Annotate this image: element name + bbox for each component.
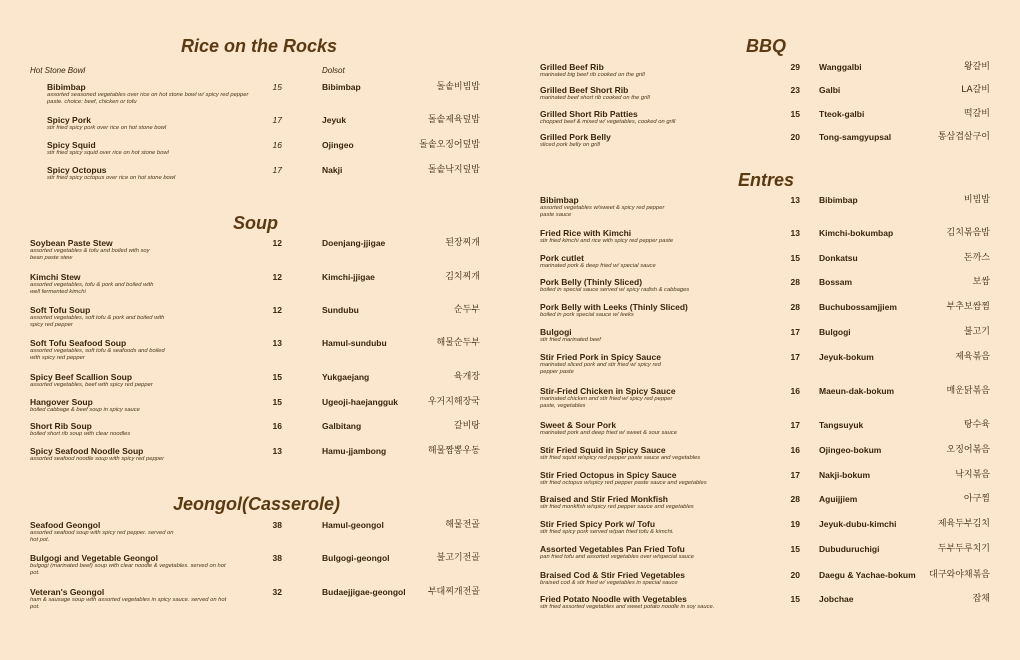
item-roman: Daegu & Yachae-bokum	[819, 570, 916, 580]
item-name: Pork cutlet	[540, 253, 584, 263]
menu-item	[540, 544, 780, 561]
item-price: 20	[790, 132, 800, 142]
item-desc: stir fried assorted vegetables and sweet potato noodle in soy sauce.	[540, 604, 715, 610]
item-korean: 우거지해장국	[427, 397, 480, 407]
item-desc: assorted vegetables, soft tofu & pork and boiled with spicy red pepper	[30, 315, 165, 328]
item-name: Soft Tofu Seafood Soup	[30, 338, 127, 348]
item-roman: Bibimbap	[819, 195, 858, 205]
item-korean: 된장찌개	[445, 238, 480, 248]
item-desc: boiled in pork special sauce w/ leeks	[540, 312, 634, 318]
menu-item	[30, 397, 250, 414]
item-price: 17	[272, 115, 282, 125]
item-name: Grilled Beef Rib	[540, 62, 604, 72]
item-name: Bulgogi and Vegetable Geongol	[30, 553, 158, 563]
item-desc: boiled cabbage & beef soup in spicy sauce	[30, 407, 140, 413]
item-name: Grilled Short Rib Patties	[540, 109, 638, 119]
item-roman: Galbi	[819, 85, 841, 95]
item-roman: Buchubossamjjiem	[819, 302, 897, 312]
menu-item	[540, 470, 780, 487]
item-price: 16	[272, 421, 282, 431]
menu-item	[540, 445, 780, 462]
item-korean: 순두부	[453, 305, 480, 315]
item-roman: Tong-samgyupsal	[819, 132, 892, 142]
item-name: Stir Fried Spicy Pork w/ Tofu	[540, 519, 656, 529]
menu-item	[47, 165, 257, 182]
item-korean: 돌솥제육덮밥	[427, 115, 480, 125]
item-name: Fried Rice with Kimchi	[540, 228, 632, 238]
item-korean: 해물순두부	[436, 338, 480, 348]
menu-item	[540, 302, 780, 319]
item-price: 15	[790, 544, 800, 554]
item-roman: Yukgaejang	[322, 372, 370, 382]
item-name: Spicy Squid	[47, 140, 96, 150]
item-desc: boiled short rib soup with clear noodles	[30, 431, 131, 437]
menu-item	[30, 305, 230, 329]
item-roman: Nakji	[322, 165, 343, 175]
menu-item	[30, 587, 245, 611]
item-korean: 비빔밥	[963, 195, 990, 205]
item-roman: Jobchae	[819, 594, 854, 604]
item-price: 13	[272, 446, 282, 456]
item-name: Grilled Pork Belly	[540, 132, 611, 142]
item-desc: boiled in special sauce served w/ spicy radish & cabbages	[540, 287, 690, 293]
item-desc: marinated beef short rib cooked on the grill	[540, 95, 650, 101]
menu-item	[30, 520, 245, 544]
item-name: Grilled Beef Short Rib	[540, 85, 629, 95]
item-name: Soft Tofu Soup	[30, 305, 91, 315]
item-name: Hangover Soup	[30, 397, 93, 407]
item-korean: 떡갈비	[963, 109, 990, 119]
item-korean: 제육볶음	[955, 352, 990, 362]
item-price: 12	[272, 272, 282, 282]
item-roman: Aguijjiem	[819, 494, 858, 504]
item-price: 17	[790, 470, 800, 480]
item-korean: 왕갈비	[963, 62, 990, 72]
menu-item	[540, 352, 780, 376]
item-desc: assorted vegetables, beef with spicy red pepper	[30, 382, 153, 388]
item-price: 16	[790, 386, 800, 396]
item-roman: Doenjang-jjigae	[322, 238, 386, 248]
menu-item	[30, 238, 230, 262]
item-korean: 대구와야채볶음	[929, 570, 990, 580]
item-korean: 보쌈	[972, 277, 990, 287]
item-roman: Bulgogi-geongol	[322, 553, 390, 563]
item-desc: sliced pork belly on grill	[540, 142, 600, 148]
menu-item	[30, 272, 230, 296]
item-roman: Bossam	[819, 277, 853, 287]
item-price: 12	[272, 238, 282, 248]
menu-item	[30, 372, 250, 389]
item-name: Pork Belly with Leeks (Thinly Sliced)	[540, 302, 688, 312]
dolsot-label: Dolsot	[322, 66, 345, 75]
item-korean: 불고기	[963, 327, 990, 337]
menu-item	[47, 140, 257, 157]
item-roman: Hamu-jjambong	[322, 446, 387, 456]
item-korean: 갈비탕	[453, 421, 480, 431]
item-name: Bibimbap	[540, 195, 579, 205]
item-price: 20	[790, 570, 800, 580]
menu-item	[540, 420, 780, 437]
item-korean: 잡채	[972, 594, 990, 604]
menu-item	[540, 519, 780, 536]
item-desc: braised cod & stir fried w/ vegetables in special sauce	[540, 580, 678, 586]
item-roman: Budaejjigae-geongol	[322, 587, 406, 597]
item-price: 13	[790, 228, 800, 238]
bbq-section-title: BBQ	[746, 36, 786, 56]
item-price: 38	[272, 520, 282, 530]
item-desc: stir fried octopus w/spicy red pepper paste sauce and vegetables	[540, 480, 707, 486]
item-roman: Hamul-sundubu	[322, 338, 387, 348]
item-price: 23	[790, 85, 800, 95]
menu-item	[30, 421, 250, 438]
item-roman: Hamul-geongol	[322, 520, 384, 530]
item-name: Stir Fried Pork in Spicy Sauce	[540, 352, 661, 362]
jeongol-section-title: Jeongol(Casserole)	[173, 494, 341, 514]
menu-item	[540, 327, 780, 344]
item-price: 28	[790, 302, 800, 312]
item-roman: Dubuduruchigi	[819, 544, 880, 554]
item-korean: 부대찌개전골	[427, 587, 480, 597]
item-name: Spicy Seafood Noodle Soup	[30, 446, 144, 456]
item-price: 28	[790, 277, 800, 287]
item-name: Short Rib Soup	[30, 421, 92, 431]
item-price: 17	[790, 327, 800, 337]
item-korean: 육개장	[453, 372, 480, 382]
item-price: 15	[790, 109, 800, 119]
menu-item	[30, 338, 230, 362]
item-price: 13	[272, 338, 282, 348]
item-roman: Jeyuk-bokum	[819, 352, 874, 362]
item-name: Spicy Octopus	[47, 165, 107, 175]
item-korean: 두부두루치기	[937, 544, 990, 554]
menu-item	[540, 228, 780, 245]
item-korean: 탕수육	[963, 420, 990, 430]
item-roman: Galbitang	[322, 421, 362, 431]
menu-item	[540, 277, 780, 294]
item-name: Sweet & Sour Pork	[540, 420, 617, 430]
item-price: 15	[790, 253, 800, 263]
item-korean: 돈까스	[963, 253, 990, 263]
item-price: 12	[272, 305, 282, 315]
menu-item	[540, 109, 750, 126]
menu-item	[540, 386, 780, 410]
item-desc: stir fried spicy pork over rice on hot stone bowl	[47, 125, 167, 131]
item-desc: stir fried monkfish w/spicy red pepper sauce and vegetables	[540, 504, 694, 510]
menu-item	[540, 494, 780, 511]
item-name: Spicy Beef Scallion Soup	[30, 372, 133, 382]
item-name: Kimchi Stew	[30, 272, 81, 282]
item-korean: 돌솥낙지덮밥	[427, 165, 480, 175]
item-roman: Sundubu	[322, 305, 359, 315]
item-desc: stir fried spicy squid over rice on hot stone bowl	[47, 150, 169, 156]
item-name: Bulgogi	[540, 327, 572, 337]
menu-item	[47, 82, 257, 106]
item-price: 32	[272, 587, 282, 597]
item-roman: Ojingeo-bokum	[819, 445, 882, 455]
item-desc: assorted seafood noodle soup with spicy red pepper	[30, 456, 165, 462]
item-name: Veteran's Geongol	[30, 587, 105, 597]
item-korean: 매운닭볶음	[946, 386, 990, 396]
hot-stone-bowl-label: Hot Stone Bowl	[30, 66, 86, 75]
item-name: Stir Fried Squid in Spicy Sauce	[540, 445, 666, 455]
entres-section-title: Entres	[738, 170, 795, 190]
menu-item	[30, 446, 255, 463]
item-korean: 제육두부김치	[937, 519, 990, 529]
item-roman: Maeun-dak-bokum	[819, 386, 895, 396]
item-desc: marinated pork & deep fried w/ special sauce	[540, 263, 656, 269]
item-price: 15	[790, 594, 800, 604]
item-desc: assorted vegetables w/sweet & spicy red pepper paste sauce	[540, 205, 665, 218]
item-price: 13	[790, 195, 800, 205]
item-price: 17	[790, 420, 800, 430]
item-desc: marinated big beef rib cooked on the grill	[540, 72, 645, 78]
item-price: 17	[790, 352, 800, 362]
item-roman: Jeyuk-dubu-kimchi	[819, 519, 897, 529]
item-desc: marinated chicken and stir fried w/ spicy red pepper paste, vegetables	[540, 396, 673, 409]
item-roman: Bibimbap	[322, 82, 361, 92]
menu-item	[540, 253, 780, 270]
item-roman: Jeyuk	[322, 115, 347, 125]
item-price: 15	[272, 397, 282, 407]
menu-item	[540, 570, 780, 587]
item-roman: Donkatsu	[819, 253, 858, 263]
item-price: 28	[790, 494, 800, 504]
item-name: Assorted Vegetables Pan Fried Tofu	[540, 544, 685, 554]
item-korean: 부추보쌈찜	[946, 302, 990, 312]
item-desc: stir fried squid w/spicy red pepper paste sauce and vegetables	[540, 455, 701, 461]
item-korean: 돌솥비빔밥	[436, 82, 480, 92]
item-desc: chopped beef & mixed w/ vegetables, cooked on grill	[540, 119, 676, 125]
item-desc: assorted vegetables, soft tofu & seafoods and boiled with spicy red pepper	[30, 348, 165, 361]
item-roman: Bulgogi	[819, 327, 851, 337]
item-roman: Ugeoji-haejangguk	[322, 397, 399, 407]
item-price: 17	[272, 165, 282, 175]
item-korean: 아구찜	[963, 494, 990, 504]
menu-item	[47, 115, 257, 132]
item-name: Fried Potato Noodle with Vegetables	[540, 594, 687, 604]
item-korean: 해물전골	[445, 520, 480, 530]
item-desc: stir fried spicy pork served w/pan fried tofu & kimchi.	[540, 529, 674, 535]
soup-section-title: Soup	[233, 213, 278, 233]
menu-item	[540, 85, 750, 102]
item-roman: Tangsuyuk	[819, 420, 864, 430]
item-name: Spicy Pork	[47, 115, 91, 125]
item-korean: LA갈비	[961, 85, 990, 95]
right-page	[510, 0, 1020, 660]
item-name: Soybean Paste Stew	[30, 238, 113, 248]
item-korean: 해물짬뽕우동	[427, 446, 480, 456]
item-korean: 불고기전골	[436, 553, 480, 563]
item-name: Stir-Fried Chicken in Spicy Sauce	[540, 386, 676, 396]
item-desc: assorted vegetables, tofu & pork and boiled with well fermented kimchi	[30, 282, 154, 295]
item-desc: assorted seafood soup with spicy red pepper. served on hot pot.	[30, 530, 174, 543]
item-name: Seafood Geongol	[30, 520, 101, 530]
item-name: Stir Fried Octopus in Spicy Sauce	[540, 470, 677, 480]
item-korean: 통삼겹살구이	[937, 132, 990, 142]
item-desc: ham & sausage soup with assorted vegetables in spicy sauce. served on hot pot.	[30, 597, 227, 610]
item-roman: Tteok-galbi	[819, 109, 865, 119]
rice-section-title: Rice on the Rocks	[181, 36, 338, 56]
item-korean: 김치찌개	[445, 272, 480, 282]
item-roman: Kimchi-bokumbap	[819, 228, 894, 238]
item-roman: Kimchi-jjigae	[322, 272, 375, 282]
item-desc: marinated pork and deep fried w/ sweet & sour sauce	[540, 430, 677, 436]
item-name: Bibimbap	[47, 82, 86, 92]
menu-item	[540, 132, 750, 149]
item-desc: stir fried kimchi and rice with spicy red pepper paste	[540, 238, 674, 244]
item-korean: 낙지볶음	[955, 470, 990, 480]
menu-item	[540, 62, 750, 79]
item-roman: Wanggalbi	[819, 62, 862, 72]
item-korean: 김치볶음밥	[946, 228, 990, 238]
item-price: 15	[272, 372, 282, 382]
menu-item	[540, 594, 780, 611]
item-name: Braised Cod & Stir Fried Vegetables	[540, 570, 686, 580]
item-roman: Nakji-bokum	[819, 470, 871, 480]
item-price: 38	[272, 553, 282, 563]
menu-item	[30, 553, 245, 577]
item-desc: bulgogi (marinated beef) soup with clear noodle & vegetables. served on hot pot.	[30, 563, 226, 576]
item-price: 15	[272, 82, 282, 92]
item-price: 16	[790, 445, 800, 455]
menu-item	[540, 195, 780, 219]
item-name: Braised and Stir Fried Monkfish	[540, 494, 668, 504]
item-desc: assorted seasoned vegetables over rice on hot stone bowl w/ spicy red pepper paste. choice: beef, chicken or tofu	[47, 92, 249, 105]
item-korean: 돌솥오징어덮밥	[419, 140, 480, 150]
item-name: Pork Belly (Thinly Sliced)	[540, 277, 643, 287]
item-price: 29	[790, 62, 800, 72]
item-korean: 오징어볶음	[946, 445, 990, 455]
item-desc: pan fried tofu and assorted vegetables over w/special sauce	[540, 554, 695, 560]
item-roman: Ojingeo	[322, 140, 354, 150]
item-desc: marinated sliced pork and stir fried w/ spicy red pepper paste	[540, 362, 661, 375]
item-price: 19	[790, 519, 800, 529]
item-desc: stir fried spicy octopus over rice on hot stone bowl	[47, 175, 176, 181]
item-price: 16	[272, 140, 282, 150]
item-desc: stir fried marinated beef	[540, 337, 601, 343]
item-desc: assorted vegetables & tofu and boiled with soy bean paste stew	[30, 248, 150, 261]
